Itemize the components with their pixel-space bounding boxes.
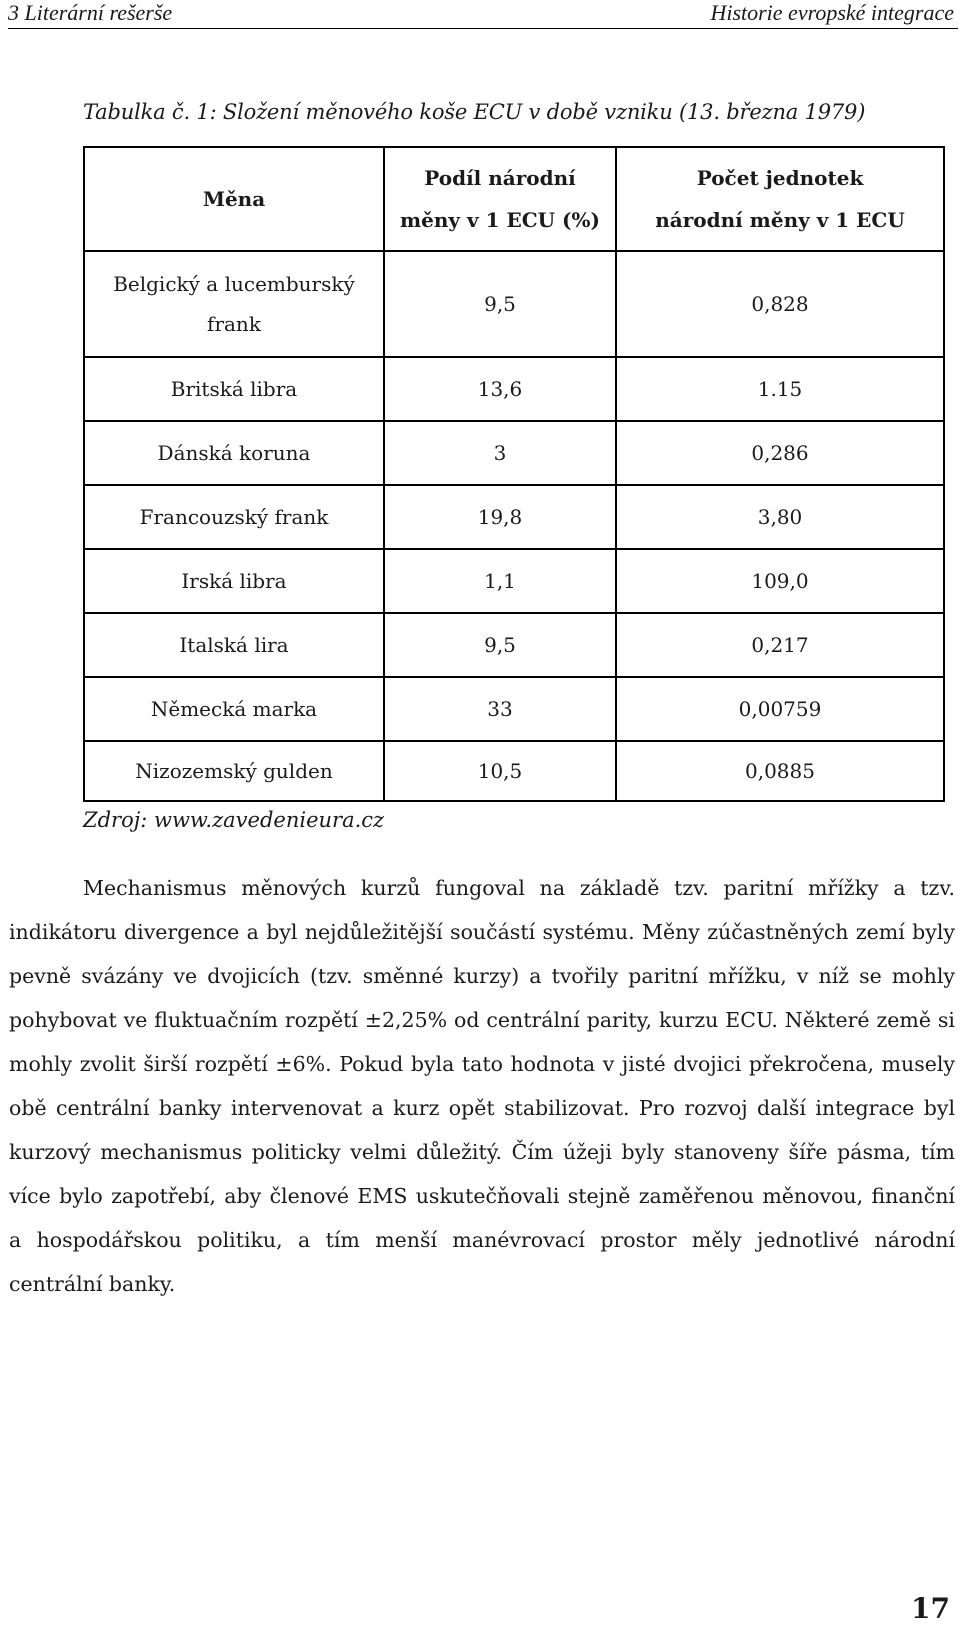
body-paragraph: Mechanismus měnových kurzů fungoval na základě tzv. paritní mřížky a tzv. indikátoru divergence a byl nejdůležitější součástí systému. Měny zúčastněných zemí byly pevně svázány ve dvojicích (tzv. směnné kurzy) a tvořily paritní mřížku, v níž se mohly pohybovat ve fluktuačním rozpětí ±2,25% od centrální parity, kurzu ECU. Některé země si mohly zvolit širší rozpětí ±6%. Pokud byla tato hodnota v jisté dvojici překročena, musely obě centrální banky intervenovat a kurz opět stabilizovat. Pro rozvoj další integrace byl kurzový mechanismus politicky velmi důležitý. Čím úžeji byly stanoveny šíře pásma, tím více bylo zapotřebí, aby členové EMS uskutečňovali stejně zaměřenou měnovou, finanční a hospodářskou politiku, a tím menší manévrovací prostor měly jednotlivé národní centrální banky. (9, 876, 955, 1296)
currency-cell: Dánská koruna (84, 421, 384, 485)
table-row (84, 485, 944, 549)
column-header-line: Podíl národní (424, 166, 576, 190)
column-header-line: Počet jednotek (696, 166, 864, 190)
table-source: Zdroj: www.zavedenieura.cz (83, 808, 385, 832)
currency-name-line: frank (207, 312, 261, 336)
share-cell: 3 (384, 421, 616, 485)
share-cell: 9,5 (384, 251, 616, 357)
units-cell: 0,286 (616, 421, 944, 485)
share-cell: 9,5 (384, 613, 616, 677)
table-row (84, 421, 944, 485)
table-header-row (84, 147, 944, 251)
share-cell: 13,6 (384, 357, 616, 421)
table-row (84, 549, 944, 613)
currency-cell: Francouzský frank (84, 485, 384, 549)
currency-cell: Nizozemský gulden (84, 741, 384, 801)
table-row (84, 677, 944, 741)
units-cell: 109,0 (616, 549, 944, 613)
table-row (84, 741, 944, 801)
units-cell: 0,0885 (616, 741, 944, 801)
share-cell: 19,8 (384, 485, 616, 549)
column-header-line: měny v 1 ECU (%) (400, 208, 600, 232)
column-header-currency (84, 147, 384, 251)
table-caption: Tabulka č. 1: Složení měnového koše ECU v době vzniku (13. března 1979) (83, 100, 866, 124)
currency-cell: Německá marka (84, 677, 384, 741)
column-header-line: Měna (202, 187, 266, 211)
running-header (8, 0, 958, 29)
currency-cell: Irská libra (84, 549, 384, 613)
share-cell: 33 (384, 677, 616, 741)
column-header-share (384, 147, 616, 251)
units-cell: 0,217 (616, 613, 944, 677)
currency-cell: Italská lira (84, 613, 384, 677)
column-header-units (616, 147, 944, 251)
ecu-composition-table (83, 146, 945, 802)
share-cell: 1,1 (384, 549, 616, 613)
table-row (84, 357, 944, 421)
table-row (84, 613, 944, 677)
page-number: 17 (911, 1592, 950, 1625)
currency-name-line: Belgický a lucemburský (113, 272, 355, 296)
table-row (84, 251, 944, 357)
units-cell: 0,00759 (616, 677, 944, 741)
currency-cell (84, 251, 384, 357)
section-title: Historie evropské integrace (710, 0, 954, 25)
units-cell: 1.15 (616, 357, 944, 421)
units-cell: 0,828 (616, 251, 944, 357)
share-cell: 10,5 (384, 741, 616, 801)
column-header-line: národní měny v 1 ECU (655, 208, 905, 232)
chapter-title: 3 Literární rešerše (8, 0, 173, 25)
units-cell: 3,80 (616, 485, 944, 549)
currency-cell: Britská libra (84, 357, 384, 421)
